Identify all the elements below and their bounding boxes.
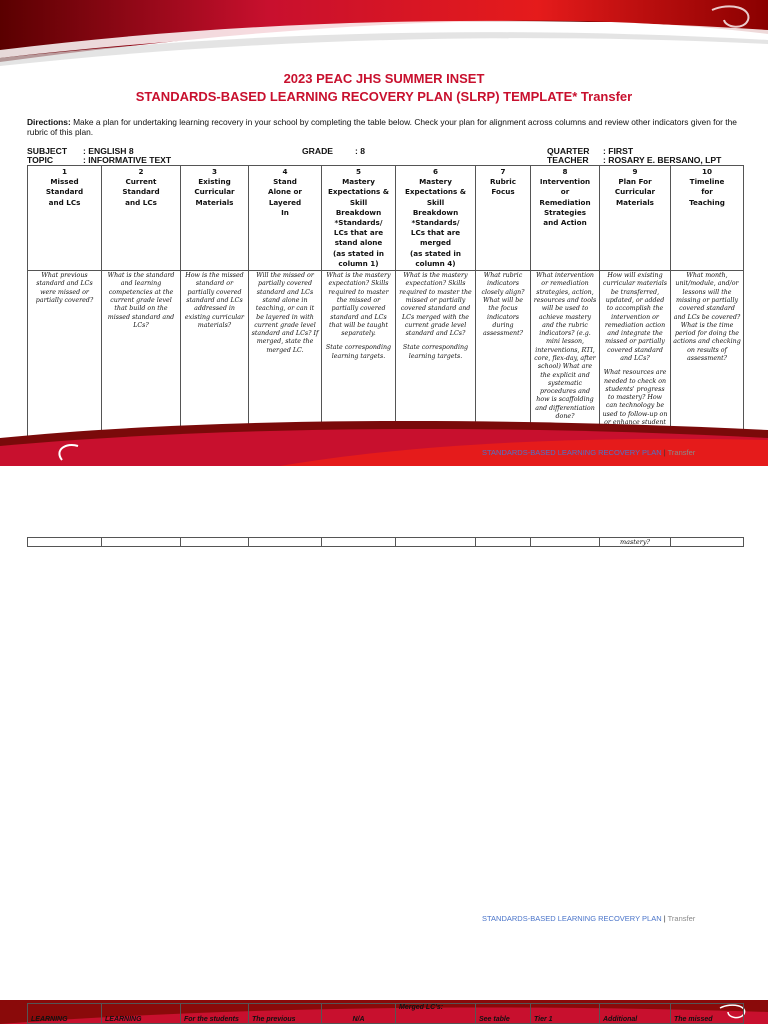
guide-cell-7: What rubric indicators closely align? What will be the focus indicators during assessment? <box>476 271 531 439</box>
page2-footer <box>482 914 695 923</box>
directions-label: Directions: <box>27 117 71 127</box>
page3-cell-3: For the students <box>181 1004 249 1024</box>
guide-cell-4: Will the missed or partially covered standard and LCs stand alone in teaching, or can it be layered in with current grade level standard and LCs? If merged, state the merged LC. <box>249 271 322 439</box>
page2-footer-tag: Transfer <box>667 914 696 923</box>
slrp-table <box>27 165 744 439</box>
column-header-3: 3 Existing Curricular Materials <box>181 166 249 271</box>
column-header-10: 10 Timeline for Teaching <box>671 166 744 271</box>
column-header-2: 2 Current Standard and LCs <box>102 166 181 271</box>
page-title: 2023 PEAC JHS SUMMER INSET <box>283 71 485 86</box>
page3-table-row <box>27 1003 744 1024</box>
subject-label: SUBJECT <box>27 146 68 156</box>
continuation-cell-10 <box>671 538 744 547</box>
page1-footer-main: STANDARDS-BASED LEARNING RECOVERY PLAN <box>482 448 662 457</box>
column-header-8: 8 Intervention or Remediation Strategies and Action <box>531 166 600 271</box>
page3-cell-1: LEARNING <box>28 1004 102 1024</box>
page1-bottom-banner <box>0 416 768 466</box>
continuation-cell-3 <box>181 538 249 547</box>
guide-cell-6: What is the mastery expectation? Skills required to master the missed or partially covered standard and LCs merged with the current grade level standard and LCs? State corresponding learning targets. <box>396 271 476 439</box>
guide-cell-8: What intervention or remediation strategies, action, resources and tools will be used to achieve mastery and the rubric indicators? (e.g. mini lesson, interventions, RTI, core, flex-day, after school) What are the explicit and systematic procedures and how is scaffolding and differentiation done? <box>531 271 600 439</box>
column-header-4: 4 Stand Alone or Layered In <box>249 166 322 271</box>
page3-cell-6: Merged LC's: <box>396 1004 476 1024</box>
continuation-cell-4 <box>249 538 322 547</box>
continuation-cell-5 <box>322 538 396 547</box>
page3-cell-7: See table <box>476 1004 531 1024</box>
column-header-7: 7 Rubric Focus <box>476 166 531 271</box>
page1-footer-tag: Transfer <box>667 448 696 457</box>
guide-cell-9: How will existing curricular materials be transferred, updated, or added to accomplish the intervention or remediation action and integrate the missed or partially covered standard and LCs? What resources are needed to check on students' progress to mastery? How can technology be used to follow-up on or enhance student <box>600 271 671 439</box>
directions-text: Make a plan for undertaking learning recovery in your school by completing the table below. Check your plan for alignment across columns and review other indicators given for the rubric of this plan. <box>27 117 737 137</box>
column-header-5: 5 Mastery Expectations & Skill Breakdown *Standards/ LCs that are stand alone (as stated in column 1) <box>322 166 396 271</box>
page3-cell-9: Additional <box>600 1004 671 1024</box>
page3-cell-5: N/A <box>322 1004 396 1024</box>
column-header-6: 6 Mastery Expectations & Skill Breakdown *Standards/ LCs that are merged (as stated in column 4) <box>396 166 476 271</box>
directions-paragraph <box>27 117 742 137</box>
topic-label: TOPIC <box>27 155 54 165</box>
page3-cell-10: The missed <box>671 1004 744 1024</box>
table-header-row <box>28 166 744 271</box>
page1-footer-separator: | <box>661 448 668 457</box>
guide-cell-5: What is the mastery expectation? Skills required to master the missed or partially covered standard and LCs that will be taught separately. State corresponding learning targets. <box>322 271 396 439</box>
column-header-1: 1 Missed Standard and LCs <box>28 166 102 271</box>
page3-cell-2: LEARNING <box>102 1004 181 1024</box>
page2-footer-main: STANDARDS-BASED LEARNING RECOVERY PLAN <box>482 914 662 923</box>
guide-cell-1: What previous standard and LCs were missed or partially covered? <box>28 271 102 439</box>
page2-footer-separator: | <box>661 914 668 923</box>
guide-question-row <box>28 271 744 439</box>
grade-value: : 8 <box>355 146 366 156</box>
continuation-cell-1 <box>28 538 102 547</box>
top-banner <box>0 0 768 70</box>
page3-cell-8: Tier 1 <box>531 1004 600 1024</box>
page1-footer <box>482 448 695 457</box>
page3-cell-4: The previous <box>249 1004 322 1024</box>
quarter-label: QUARTER <box>547 146 590 156</box>
continuation-cell-8 <box>531 538 600 547</box>
quarter-value: : FIRST <box>603 146 634 156</box>
guide-cell-3: How is the missed standard or partially covered standard and LCs addressed in existing curricular materials? <box>181 271 249 439</box>
continuation-cell-9: mastery? <box>600 538 671 547</box>
continuation-cell-7 <box>476 538 531 547</box>
column-header-9: 9 Plan For Curricular Materials <box>600 166 671 271</box>
continuation-cell-6 <box>396 538 476 547</box>
page-subtitle: STANDARDS-BASED LEARNING RECOVERY PLAN (SLRP) TEMPLATE* Transfer <box>135 89 633 104</box>
subject-value: : ENGLISH 8 <box>83 146 134 156</box>
guide-cell-2: What is the standard and learning competencies at the current grade level that build on the missed standard and LCs? <box>102 271 181 439</box>
continuation-cell-2 <box>102 538 181 547</box>
guide-cell-10: What month, unit/module, and/or lessons will the missing or partially covered standard and LCs be covered? What is the time period for doing the actions and checking on results of assessment? <box>671 271 744 439</box>
teacher-label: TEACHER <box>547 155 589 165</box>
topic-value: : INFORMATIVE TEXT <box>83 155 172 165</box>
teacher-value: : ROSARY E. BERSANO, LPT <box>603 155 722 165</box>
grade-label: GRADE <box>302 146 334 156</box>
continuation-table-row <box>27 537 744 547</box>
